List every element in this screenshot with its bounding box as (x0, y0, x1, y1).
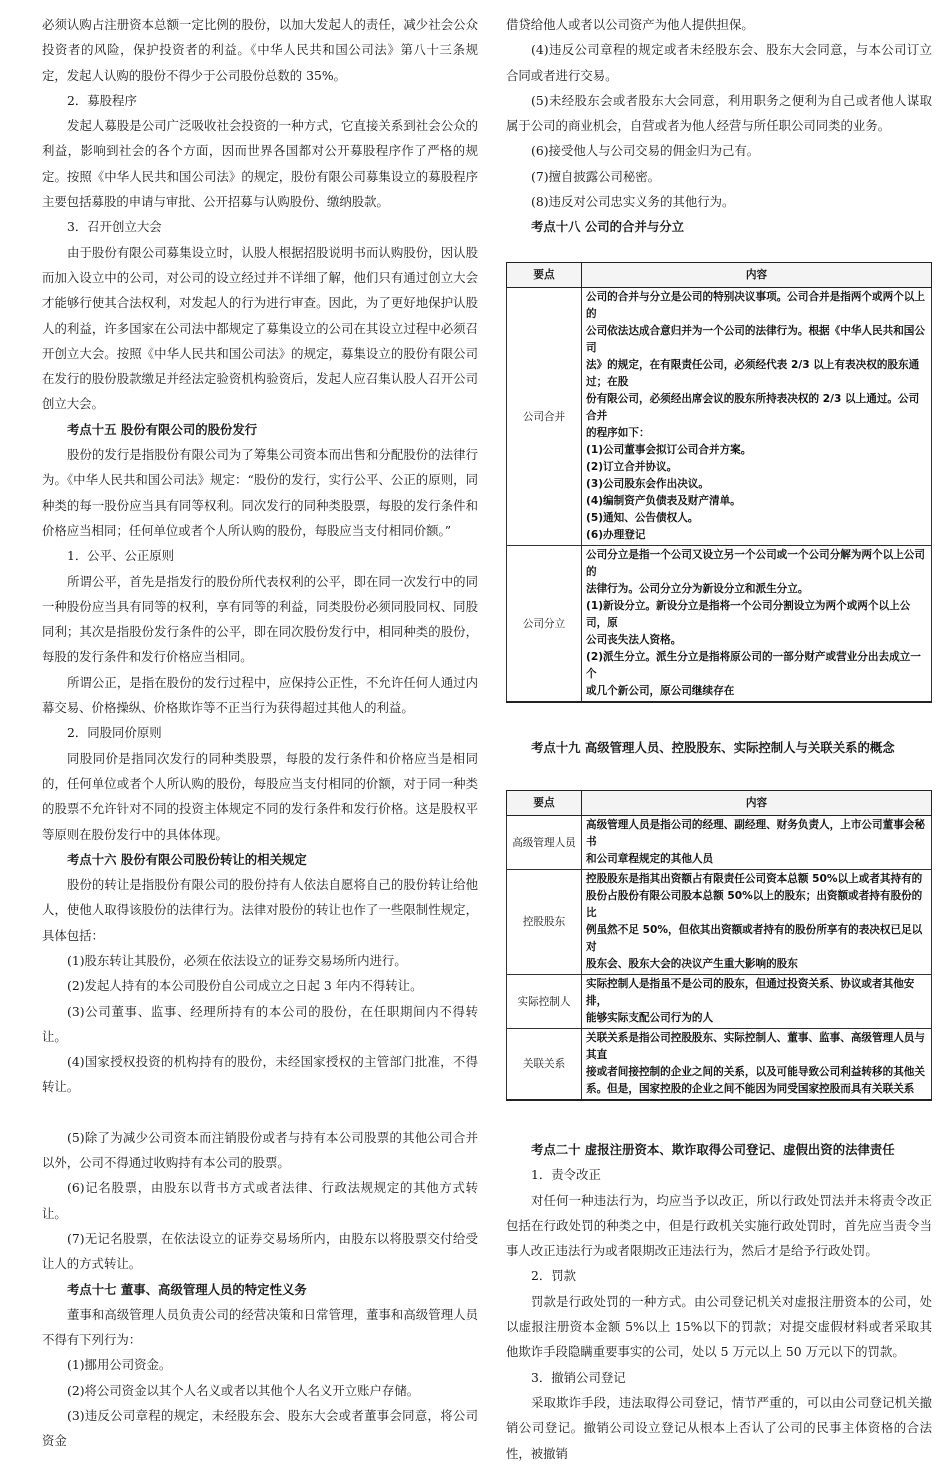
row-key-related-relationship: 关联关系 (507, 1028, 582, 1100)
subheading: 2．罚款 (531, 1268, 577, 1284)
paragraph: 董事和高级管理人员负责公司的经营决策和日常管理，董事和高级管理人员不得有下列行为： (42, 1306, 478, 1348)
paragraph: 所谓公平，首先是指发行的股份所代表权利的公平，即在同一次发行中的同一种股份应当具有同等的权利，享有同等的利益，同类股份必须同股同权、同股同利；其次是指股份发行条件的公平，即在同次股份发行中，相同种类的股份，每股的发行条件和发行价格应当相同。 (42, 573, 478, 665)
concepts-table (506, 790, 932, 1101)
section-heading-15: 考点十五 股份有限公司的股份发行 (67, 421, 258, 437)
content-line: 例虽然不足 50%，但依其出资额或者持有的股份所享有的表决权已足以对 (586, 923, 923, 953)
list-item: (2)发起人持有的本公司股份自公司成立之日起 3 年内不得转让。 (67, 978, 423, 994)
content-line: 的程序如下： (586, 426, 650, 439)
table-row (507, 815, 932, 869)
content-line: 系。但是，国家控股的企业之间不能因为同受国家控股而具有关联关系 (586, 1082, 915, 1095)
paragraph: 必须认购占注册资本总额一定比例的股份，以加大发起人的责任，减少社会公众投资者的风险，保护投资者的利益。《中华人民共和国公司法》第八十三条规定，发起人认购的股份不得少于公司股份总数的 35%。 (42, 17, 478, 83)
content-line: (5)通知、公告债权人。 (586, 511, 699, 524)
subheading: 2．同股同价原则 (67, 725, 162, 741)
list-item: (6)记名股票，由股东以背书方式或者法律、行政法规规定的其他方式转让。 (42, 1180, 478, 1221)
table-header-content: 内容 (582, 262, 932, 287)
row-key-split: 公司分立 (507, 545, 582, 702)
subheading: 2．募股程序 (67, 92, 137, 108)
table-row (507, 1028, 932, 1100)
spacer (506, 703, 932, 735)
content-line: 公司依法达成合意归并为一个公司的法律行为。根据《中华人民共和国公司 (586, 324, 925, 354)
content-line: 股份占股份有限公司股本总额 50%以上的股东；出资额或者持有股份的比 (586, 889, 923, 919)
subheading: 1．责令改正 (531, 1167, 601, 1183)
table-row (507, 545, 932, 702)
table-header-key: 要点 (507, 262, 582, 287)
table-row (507, 287, 932, 545)
row-key-actual-controller: 实际控制人 (507, 974, 582, 1028)
paragraph: 发起人募股是公司广泛吸收社会投资的一种方式，它直接关系到社会公众的利益，影响到社会的各个方面，因而世界各国都对公开募股程序作了严格的规定。按照《中华人民共和国公司法》的规定，股份有限公司募集设立的募股程序主要包括募股的申请与审批、公开招募与认购股份、缴纳股款。 (42, 118, 478, 210)
table-header-content: 内容 (582, 790, 932, 815)
table-header-key: 要点 (507, 790, 582, 815)
left-column (42, 12, 478, 1454)
content-line: 份有限公司，必须经出席会议的股东所持表决权的 2/3 以上通过。公司合并 (586, 392, 920, 422)
list-item: (1)股东转让其股份，必须在依法设立的证券交易场所内进行。 (67, 952, 407, 968)
content-line: 和公司章程规定的其他人员 (586, 852, 714, 865)
content-line: 公司分立是指一个公司又设立另一个公司或一个公司分解为两个以上公司的 (586, 548, 925, 578)
list-item: (3)违反公司章程的规定，未经股东会、股东大会或者董事会同意，将公司资金 (42, 1408, 478, 1449)
spacer (506, 1101, 932, 1137)
content-line: (1)公司董事会拟订公司合并方案。 (586, 443, 752, 456)
section-heading-17: 考点十七 董事、高级管理人员的特定性义务 (67, 1281, 307, 1297)
list-item: (4)国家授权投资的机构持有的股份，未经国家授权的主管部门批准，不得转让。 (42, 1054, 478, 1095)
list-item: (3)公司董事、监事、经理所持有的本公司的股份，在任职期间内不得转让。 (42, 1003, 478, 1044)
content-line: 实际控制人是指虽不是公司的股东，但通过投资关系、协议或者其他安排， (586, 977, 915, 1007)
content-line: 能够实际支配公司行为的人 (586, 1011, 714, 1024)
content-line: 关联关系是指公司控股股东、实际控制人、董事、监事、高级管理人员与其直 (586, 1031, 925, 1061)
list-item: (1)挪用公司资金。 (67, 1357, 172, 1373)
paragraph: 股份的发行是指股份有限公司为了筹集公司资本而出售和分配股份的法律行为。《中华人民共和国公司法》规定：“股份的发行，实行公平、公正的原则，同种类的每一股份应当具有同等权利。同次发行的同种类股票，每股的发行条件和价格应当相同；任何单位或者个人所认购的股份，每股应当支付相同价额。” (42, 447, 478, 538)
spacer (506, 760, 932, 790)
paragraph: 同股同价是指同次发行的同种类股票，每股的发行条件和价格应当是相同的，任何单位或者个人所认购的股份，每股应当支付相同的价额，对于同一种类的股票不允许针对不同的投资主体规定不同的发行条件和发行价格。这是股权平等原则在股份发行中的具体体现。 (42, 750, 478, 842)
content-line: 公司丧失法人资格。 (586, 633, 682, 646)
paragraph: 借贷给他人或者以公司资产为他人提供担保。 (506, 17, 754, 32)
content-line: (2)派生分立。派生分立是指将原公司的一部分财产或营业分出去成立一个 (586, 650, 921, 680)
content-line: (2)订立合并协议。 (586, 460, 678, 473)
row-content-related-relationship (582, 1028, 932, 1100)
list-item: (7)擅自披露公司秘密。 (531, 168, 661, 184)
paragraph: 股份的转让是指股份有限公司的股份持有人依法自愿将自己的股份转让给他人，使他人取得该股份的法律行为。法律对股份的转让也作了一些限制性规定，具体包括： (42, 877, 478, 943)
list-item: (2)将公司资金以其个人名义或者以其他个人名义开立账户存储。 (67, 1382, 420, 1398)
spacer (42, 1100, 478, 1125)
content-line: 高级管理人员是指公司的经理、副经理、财务负责人，上市公司董事会秘书 (586, 818, 925, 848)
content-line: 股东会、股东大会的决议产生重大影响的股东 (586, 957, 798, 970)
row-content-senior-managers (582, 815, 932, 869)
row-key-merge: 公司合并 (507, 287, 582, 545)
list-item: (5)未经股东会或者股东大会同意，利用职务之便利为自己或者他人谋取属于公司的商业机会，自营或者为他人经营与所任职公司同类的业务。 (506, 92, 932, 134)
content-line: (3)公司股东会作出决议。 (586, 477, 709, 490)
section-heading-19: 考点十九 高级管理人员、控股股东、实际控制人与关联关系的概念 (531, 739, 895, 755)
paragraph: 由于股份有限公司募集设立时，认股人根据招股说明书而认购股份，因认股而加入设立中的公司，对公司的设立经过并不详细了解，他们只有通过创立大会才能够行使其合法权利，对发起人的行为进行审查。因此，为了更好地保护认股人的利益，许多国家在公司法中都规定了募集设立的公司在其设立过程中必须召开创立大会。按照《中华人民共和国公司法》的规定，募集设立的股份有限公司在发行的股份股款缴足并经法定验资机构验资后，发起人应召集认股人召开公司创立大会。 (42, 244, 478, 412)
row-content-controlling-shareholder (582, 869, 932, 974)
right-column (506, 12, 932, 1466)
row-content-split (582, 545, 932, 702)
list-item: (7)无记名股票，在依法设立的证券交易场所内，由股东以将股票交付给受让人的方式转让。 (42, 1230, 478, 1272)
table-row (507, 974, 932, 1028)
section-heading-20: 考点二十 虚报注册资本、欺诈取得公司登记、虚假出资的法律责任 (531, 1141, 895, 1157)
content-line: (4)编制资产负债表及财产清单。 (586, 494, 741, 507)
section-heading-18: 考点十八 公司的合并与分立 (531, 219, 685, 235)
content-line: (1)新设分立。新设分立是指将一个公司分割设立为两个或两个以上公司，原 (586, 599, 911, 629)
merge-split-table (506, 262, 932, 703)
subheading: 3．撤销公司登记 (531, 1369, 626, 1385)
content-line: (6)办理登记 (586, 528, 646, 541)
list-item: (6)接受他人与公司交易的佣金归为己有。 (531, 143, 760, 159)
subheading: 1．公平、公正原则 (67, 548, 175, 564)
content-line: 或几个新公司，原公司继续存在 (586, 684, 735, 697)
subheading: 3．召开创立大会 (67, 219, 162, 235)
content-line: 法律行为。公司分立分为新设分立和派生分立。 (586, 582, 809, 595)
row-key-senior-managers: 高级管理人员 (507, 815, 582, 869)
row-content-actual-controller (582, 974, 932, 1028)
table-row (507, 869, 932, 974)
paragraph: 采取欺诈手段，违法取得公司登记，情节严重的，可以由公司登记机关撤销公司登记。撤销公司设立登记从根本上否认了公司的民事主体资格的合法性，被撤销 (506, 1394, 932, 1461)
content-line: 控股股东是指其出资额占有限责任公司资本总额 50%以上或者其持有的 (586, 872, 923, 885)
spacer (506, 240, 932, 262)
row-key-controlling-shareholder: 控股股东 (507, 869, 582, 974)
paragraph: 罚款是行政处罚的一种方式。由公司登记机关对虚报注册资本的公司，处以虚报注册资本金额 5%以上 15%以下的罚款；对提交虚假材料或者采取其他欺诈手段隐瞒重要事实的公司，处以 5 万元以上 50 万元以下的罚款。 (506, 1293, 932, 1360)
list-item: (4)违反公司章程的规定或者未经股东会、股东大会同意，与本公司订立合同或者进行交易。 (506, 42, 932, 83)
content-line: 法》的规定，在有限责任公司，必须经代表 2/3 以上有表决权的股东通过；在股 (586, 358, 920, 388)
list-item: (8)违反对公司忠实义务的其他行为。 (531, 194, 735, 210)
section-heading-16: 考点十六 股份有限公司股份转让的相关规定 (67, 851, 307, 867)
list-item: (5)除了为减少公司资本而注销股份或者与持有本公司股票的其他公司合并以外，公司不得通过收购持有本公司的股票。 (42, 1129, 478, 1171)
content-line: 接或者间接控制的企业之间的关系，以及可能导致公司利益转移的其他关 (586, 1065, 925, 1078)
row-content-merge (582, 287, 932, 545)
paragraph: 所谓公正，是指在股份的发行过程中，应保持公正性，不允许任何人通过内幕交易、价格操纵、价格欺诈等不正当行为获得超过其他人的利益。 (42, 674, 478, 716)
content-line: 公司的合并与分立是公司的特别决议事项。公司合并是指两个或两个以上的 (586, 290, 925, 320)
paragraph: 对任何一种违法行为，均应当予以改正，所以行政处罚法并未将责令改正包括在行政处罚的种类之中，但是行政机关实施行政处罚时，首先应当责令当事人改正违法行为或者限期改正违法行为，然后才是给予行政处罚。 (506, 1192, 932, 1259)
